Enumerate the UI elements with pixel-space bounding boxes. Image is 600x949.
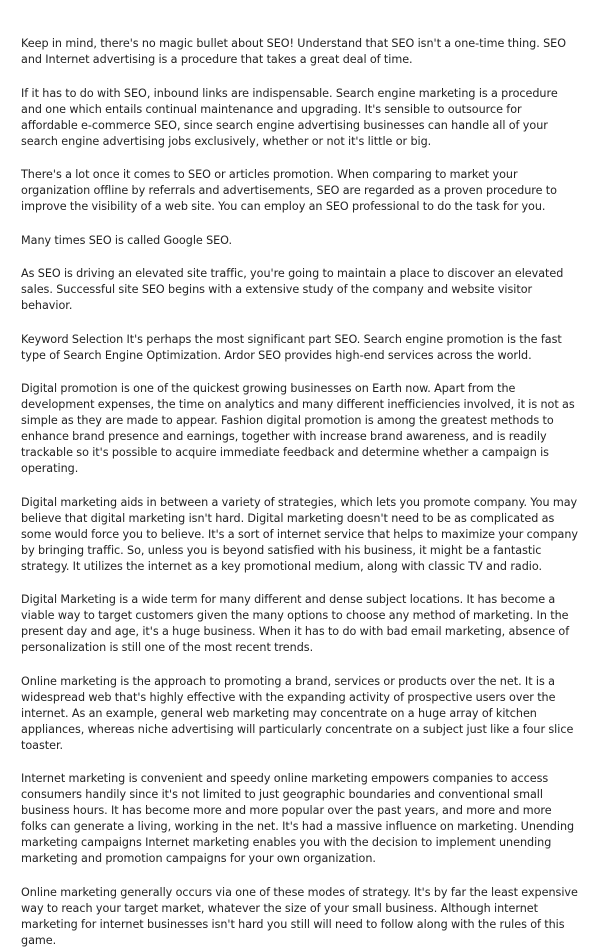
- paragraph-2: If it has to do with SEO, inbound links are indispensable. Search engine marketing is a procedure and one which entails continual maintenance and upgrading. It's sensible to outsource for affordable e-commerce SEO, since search engine advertising businesses can handle all of your search engine advertising jobs exclusively, whether or not it's little or big.: [21, 86, 558, 148]
- paragraph-10: Online marketing is the approach to promoting a brand, services or products over the net. It is a widespread web that's highly effective with the expanding activity of prospective users over the internet. As an example, general web marketing may concentrate on a huge array of kitchen appliances, whereas niche advertising will particularly concentrate on a subject just like a four slice toaster.: [21, 674, 574, 752]
- paragraph-11: Internet marketing is convenient and speedy online marketing empowers companies to access consumers handily since it's not limited to just geographic boundaries and conventional small business hours. It has become more and more popular over the past years, and more and more folks can generate a living, working in the net. It's had a massive influence on marketing. Unending marketing campaigns Internet marketing enables you with the decision to implement unending marketing and promotion campaigns for your own organization.: [21, 772, 575, 865]
- paragraph-1: Keep in mind, there's no magic bullet about SEO! Understand that SEO isn't a one-time thing. SEO and Internet advertising is a procedure that takes a great deal of time.: [21, 37, 566, 66]
- paragraph-8: Digital marketing aids in between a variety of strategies, which lets you promote company. You may believe that digital marketing isn't hard. Digital marketing doesn't need to be as complicated as some would force you to believe. It's a sort of internet service that helps to maximize your company by bringing traffic. So, unless you is beyond satisfied with his business, it might be a fantastic strategy. It utilizes the internet as a key promotional medium, along with classic TV and radio.: [21, 495, 579, 573]
- paragraph-4: Many times SEO is called Google SEO.: [21, 233, 233, 247]
- paragraph-6: Keyword Selection It's perhaps the most significant part SEO. Search engine promotion is the fast type of Search Engine Optimization. Ardor SEO provides high-end services across the world.: [21, 332, 562, 362]
- paragraph-12: Online marketing generally occurs via one of these modes of strategy. It's by far the least expensive way to reach your target market, whatever the size of your small business. Although internet marketing for internet businesses isn't hard you still will need to follow along with the rules of this game.: [21, 885, 578, 947]
- paragraph-3: There's a lot once it comes to SEO or articles promotion. When comparing to market your organization offline by referrals and advertisements, SEO are regarded as a proven procedure to improve the visibility of a web site. You can employ an SEO professional to do the task for you.: [21, 168, 557, 213]
- paragraph-5: As SEO is driving an elevated site traffic, you're going to maintain a place to discover an elevated sales. Successful site SEO begins with a extensive study of the company and website visitor behavior.: [21, 267, 564, 312]
- paragraph-7: Digital promotion is one of the quickest growing businesses on Earth now. Apart from the development expenses, the time on analytics and many different inefficiencies involved, it is not as simple as they are made to appear. Fashion digital promotion is among the greatest methods to enhance brand presence and earnings, together with increase brand awareness, and is readily trackable so it's possible to acquire immediate feedback and determine whether a campaign is operating.: [21, 382, 575, 475]
- paragraph-9: Digital Marketing is a wide term for many different and dense subject locations. It has become a viable way to target customers given the many options to choose any method of marketing. In the present day and age, it's a huge business. When it has to do with bad email marketing, absence of personalization is still one of the most recent trends.: [21, 593, 570, 654]
